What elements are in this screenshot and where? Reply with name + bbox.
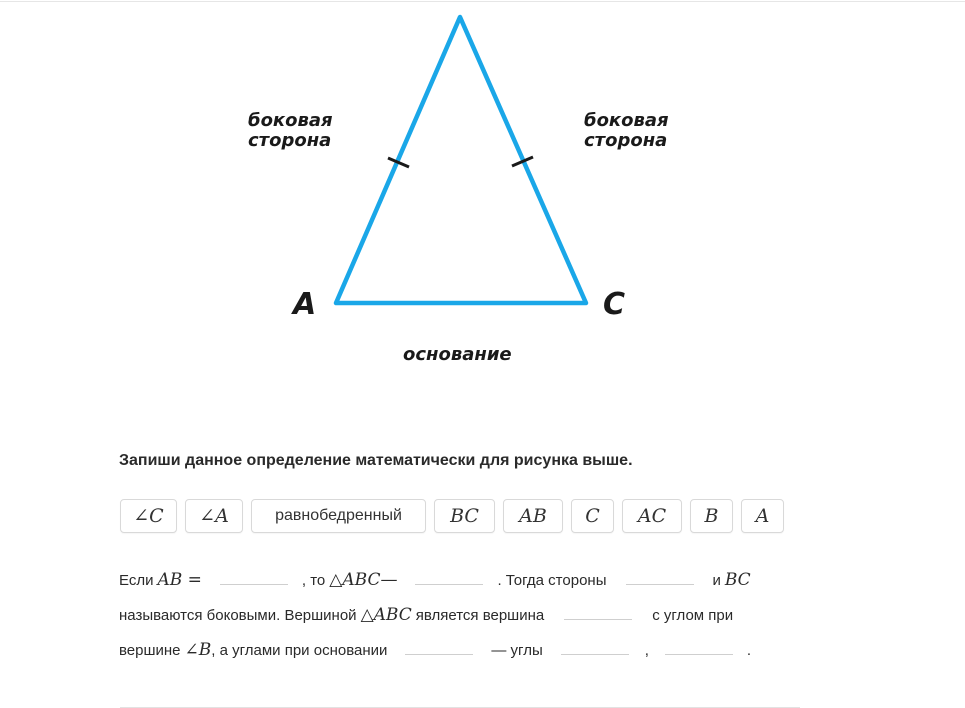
text: Если [119, 572, 154, 589]
text: , а углами при основании [211, 642, 388, 659]
chip-ac[interactable]: AC [622, 499, 682, 533]
blank-2[interactable] [415, 570, 483, 585]
text: вершине [119, 642, 181, 659]
blank-5[interactable] [405, 640, 473, 655]
math-angle-b: ∠B [184, 640, 212, 660]
chip-b[interactable]: B [690, 499, 733, 533]
base-label: основание [403, 344, 512, 365]
text: и [712, 572, 721, 589]
text: , [644, 642, 649, 659]
blank-3[interactable] [626, 570, 694, 585]
vertex-label-a: A [293, 287, 317, 322]
chip-a[interactable]: A [741, 499, 784, 533]
math-triangle-abc: △ABC [360, 605, 412, 625]
blank-7[interactable] [665, 640, 733, 655]
chip-isosceles[interactable]: равнобедренный [251, 499, 426, 533]
text: . [746, 642, 752, 659]
text: с углом при [652, 607, 734, 624]
vertex-label-c: C [603, 287, 626, 322]
sentence-line-3 [119, 640, 751, 660]
answer-chips [120, 499, 784, 533]
chip-ab[interactable]: AB [503, 499, 563, 533]
sentence-line-1 [119, 570, 751, 590]
chip-c[interactable]: C [571, 499, 614, 533]
blank-1[interactable] [220, 570, 288, 585]
text: — углы [491, 642, 543, 659]
side-label-right-line2: сторона [584, 130, 668, 151]
math-bc: BC [724, 570, 751, 590]
text: является вершина [415, 607, 545, 624]
side-label-left-line1: боковая [248, 110, 333, 131]
triangle-shape [336, 17, 586, 303]
sentence-line-2 [119, 605, 733, 625]
text: называются боковыми. Вершиной [119, 607, 357, 624]
chip-bc[interactable]: BC [434, 499, 495, 533]
side-label-right-line1: боковая [584, 110, 669, 131]
text: , то [301, 572, 326, 589]
blank-6[interactable] [561, 640, 629, 655]
math-ab-equals: AB = [157, 570, 202, 590]
chip-angle-c[interactable]: ∠C [120, 499, 177, 533]
text: . Тогда стороны [497, 572, 607, 589]
blank-4[interactable] [564, 605, 632, 620]
side-label-left-line2: сторона [248, 130, 332, 151]
chip-angle-a[interactable]: ∠A [185, 499, 243, 533]
question-prompt: Запиши данное определение математически для рисунка выше. [119, 452, 633, 469]
math-triangle-abc: △ABC— [329, 570, 398, 590]
